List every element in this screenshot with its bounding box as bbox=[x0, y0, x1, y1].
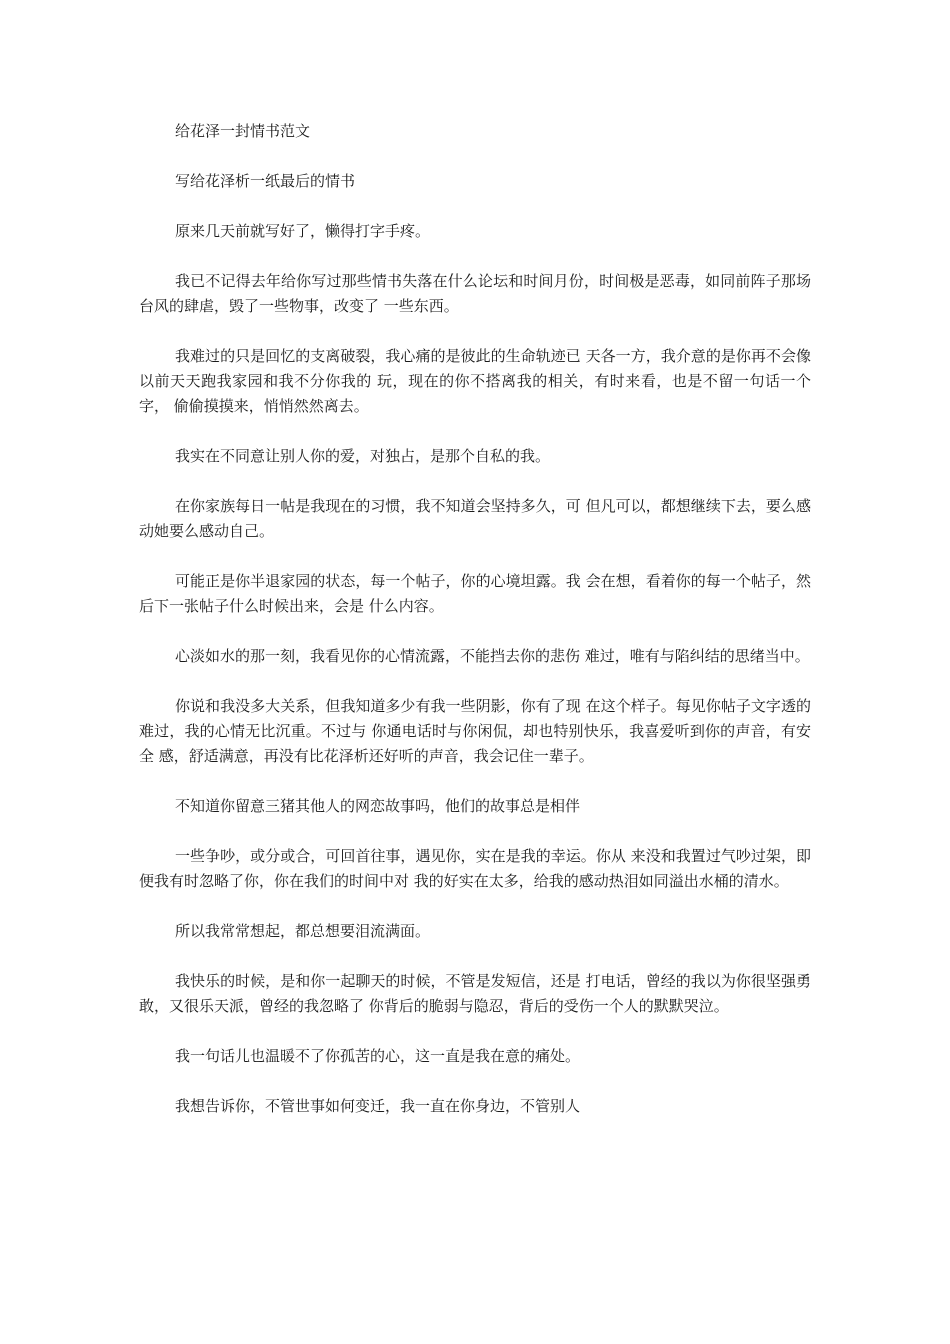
paragraph-9: 心淡如水的那一刻，我看见你的心情流露，不能挡去你的悲伤 难过，唯有与陷纠结的思绪当中。 bbox=[175, 647, 810, 665]
paragraph-7: 在你家族每日一帖是我现在的习惯，我不知道会坚持多久，可 但凡可以，都想继续下去，要么感动她要么感动自己。 bbox=[139, 497, 811, 540]
paragraph-5: 我难过的只是回忆的支离破裂，我心痛的是彼此的生命轨迹已 天各一方，我介意的是你再不会像以前天天跑我家园和我不分你我的 玩，现在的你不搭离我的相关，有时来看，也是不留一句话一个字， 偷偷摸摸来，悄悄然然离去。 bbox=[139, 347, 811, 415]
paragraph-16: 我想告诉你，不管世事如何变迁，我一直在你身边，不管别人 bbox=[175, 1097, 581, 1115]
paragraph-14: 我快乐的时候，是和你一起聊天的时候，不管是发短信，还是 打电话，曾经的我以为你很坚强勇敢，又很乐天派，曾经的我忽略了 你背后的脆弱与隐忍，背后的受伤一个人的默默哭泣。 bbox=[139, 972, 811, 1015]
document-body bbox=[139, 119, 811, 1119]
paragraph-8: 可能正是你半退家园的状态，每一个帖子，你的心境坦露。我 会在想，看着你的每一个帖子，然后下一张帖子什么时候出来，会是 什么内容。 bbox=[139, 572, 811, 615]
paragraph-6: 我实在不同意让别人你的爱，对独占，是那个自私的我。 bbox=[175, 447, 551, 465]
paragraph-12: 一些争吵，或分或合，可回首往事，遇见你，实在是我的幸运。你从 来没和我置过气吵过架，即便我有时忽略了你，你在我们的时间中对 我的好实在太多，给我的感动热泪如同溢出水桶的清水。 bbox=[139, 847, 811, 890]
paragraph-11: 不知道你留意三猪其他人的网恋故事吗，他们的故事总是相伴 bbox=[175, 797, 581, 815]
document-title: 给花泽一封情书范文 bbox=[175, 122, 311, 140]
paragraph-15: 我一句话儿也温暖不了你孤苦的心，这一直是我在意的痛处。 bbox=[175, 1047, 581, 1065]
paragraph-4: 我已不记得去年给你写过那些情书失落在什么论坛和时间月份，时间极是恶毒，如同前阵子那场台风的肆虐，毁了一些物事，改变了 一些东西。 bbox=[139, 272, 811, 315]
paragraph-10: 你说和我没多大关系，但我知道多少有我一些阴影，你有了现 在这个样子。每见你帖子文字透的难过，我的心情无比沉重。不过与 你通电话时与你闲侃，却也特别快乐，我喜爱听到你的声音，有安全 感，舒适满意，再没有比花泽析还好听的声音，我会记住一辈子。 bbox=[139, 697, 811, 765]
paragraph-3: 原来几天前就写好了，懒得打字手疼。 bbox=[175, 222, 431, 240]
paragraph-13: 所以我常常想起，都总想要泪流满面。 bbox=[175, 922, 431, 940]
document-subtitle: 写给花泽析一纸最后的情书 bbox=[175, 172, 356, 190]
